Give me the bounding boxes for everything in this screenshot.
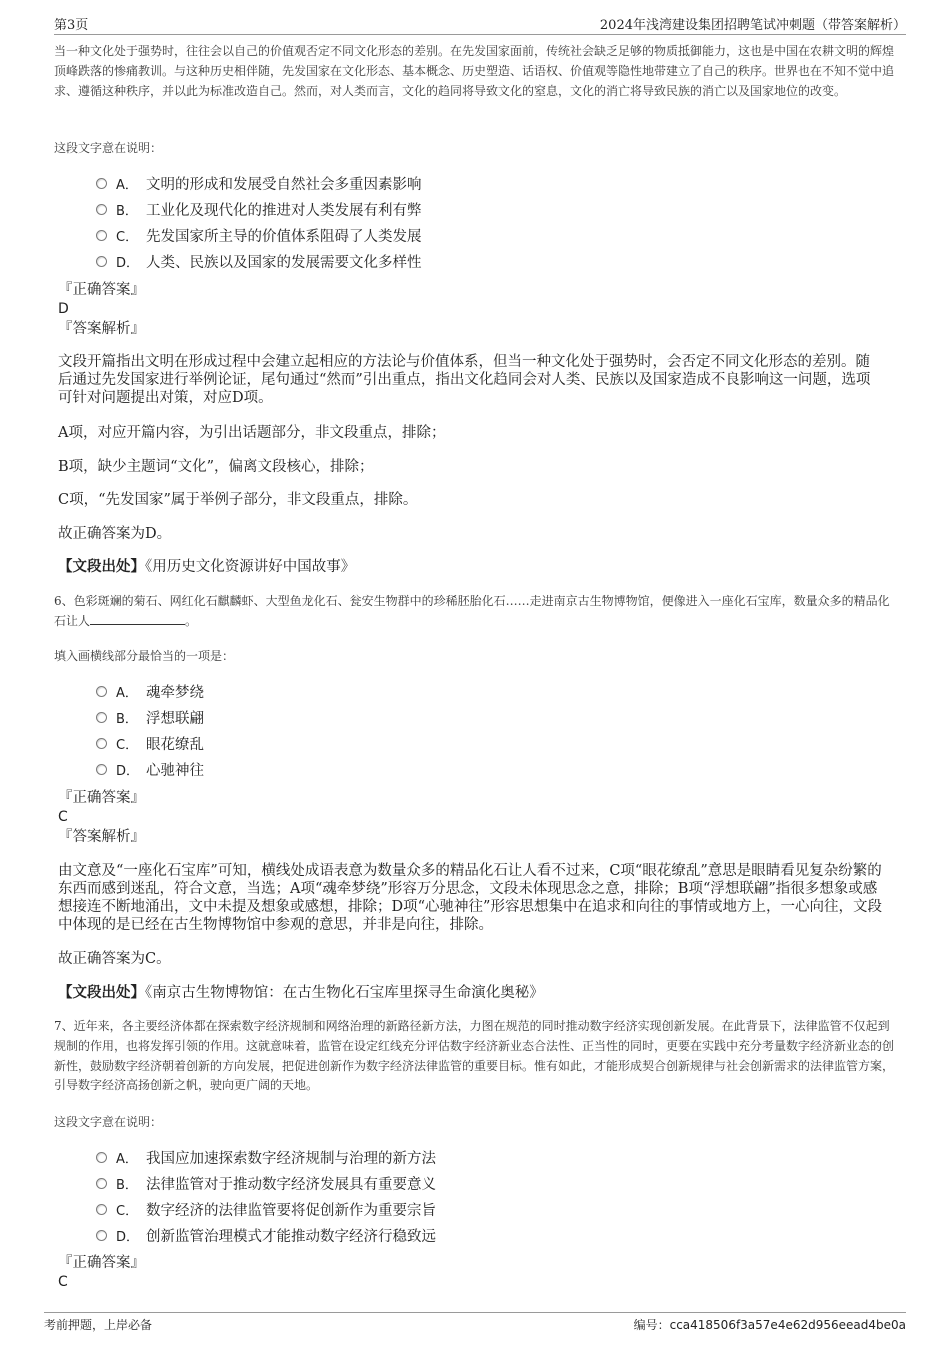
radio-icon[interactable]: [96, 230, 107, 241]
q5-passage: 当一种文化处于强势时，往往会以自己的价值观否定不同文化形态的差别。在先发国家面前，传统社会缺乏足够的物质抵御能力，这也是中国在农耕文明的辉煌顶峰跌落的惨痛教训。与这种历史相伴随，先发国家在文化形态、基本概念、历史塑造、话语权、价值观等隐性地带建立了自己的秩序。世界也在不知不觉中追求、遵循这种秩序，并以此为标准改造自己。然而，对人类而言，文化的趋同将导致文化的窒息，文化的消亡将导致民族的消亡以及国家地位的改变。: [54, 44, 895, 98]
radio-icon[interactable]: [96, 738, 107, 749]
option-text: 创新监管治理模式才能推动数字经济行稳致远: [146, 1228, 436, 1245]
source-label: 【文段出处】: [58, 984, 145, 1001]
q5-analysis-main: 文段开篇指出文明在形成过程中会建立起相应的方法论与价值体系，但当一种文化处于强势时，会否定不同文化形态的差别。随后通过先发国家进行举例论证，尾句通过“然而”引出重点，指出文化趋同会对人类、民族以及国家造成不良影响这一问题，选项可针对问题提出对策，对应D项。: [58, 354, 871, 406]
radio-icon[interactable]: [96, 204, 107, 215]
q7-option-b[interactable]: [96, 1171, 436, 1195]
document-title: 2024年浅湾建设集团招聘笔试冲刺题（带答案解析）: [599, 18, 906, 33]
q7-answer: C: [58, 1274, 68, 1290]
option-letter: C．: [116, 1203, 139, 1219]
option-letter: C．: [116, 737, 139, 753]
q6-option-a[interactable]: [96, 679, 204, 703]
source-label: 【文段出处】: [58, 558, 145, 575]
q5-analysis-a: A项，对应开篇内容，为引出话题部分，非文段重点，排除；: [58, 425, 446, 441]
q5-conclusion: 故正确答案为D。: [58, 526, 172, 542]
page-number: 第3页: [54, 18, 89, 33]
radio-icon[interactable]: [96, 178, 107, 189]
option-letter: A．: [116, 177, 138, 193]
option-letter: C．: [116, 229, 139, 245]
option-text: 文明的形成和发展受自然社会多重因素影响: [146, 176, 422, 193]
q5-option-d[interactable]: [96, 249, 422, 273]
option-letter: A．: [116, 685, 138, 701]
q6-stem-text: 6、色彩斑斓的菊石、网红化石麒麟虾、大型鱼龙化石、瓮安生物群中的珍稀胚胎化石……走进南京古生物博物馆，便像进入一座化石宝库，数量众多的精品化石让人: [54, 594, 890, 628]
q5-source: [58, 558, 884, 576]
q5-answer: D: [58, 301, 69, 317]
q5-option-c[interactable]: [96, 223, 422, 247]
q7-option-c[interactable]: [96, 1197, 436, 1221]
answer-blank: [90, 612, 185, 625]
q6-stem-end: 。: [185, 613, 198, 628]
q7-answer-label: 『正确答案』: [58, 1255, 145, 1271]
document-id: 编号：cca418506f3a57e4e62d956eead4be0a: [633, 1318, 906, 1332]
q6-stem: [54, 592, 896, 632]
option-text: 浮想联翩: [146, 710, 204, 727]
q6-prompt: 填入画横线部分最恰当的一项是：: [54, 649, 235, 663]
radio-icon[interactable]: [96, 1204, 107, 1215]
option-text: 法律监管对于推动数字经济发展具有重要意义: [146, 1176, 436, 1193]
option-letter: D．: [116, 763, 140, 779]
q5-answer-label: 『正确答案』: [58, 282, 145, 298]
q6-option-b[interactable]: [96, 705, 204, 729]
source-title: 《南京古生物博物馆：在古生物化石宝库里探寻生命演化奥秘》: [145, 985, 544, 1001]
q6-conclusion: 故正确答案为C。: [58, 951, 171, 967]
q5-prompt: 这段文字意在说明：: [54, 141, 163, 155]
q6-analysis-label: 『答案解析』: [58, 829, 145, 845]
q7-passage: 7、近年来，各主要经济体都在探索数字经济规制和网络治理的新路径新方法，力图在规范的同时推动数字经济实现创新发展。在此背景下，法律监管不仅起到规制的作用，也将发挥引领的作用。这就意味着，监管在设定红线充分评估数字经济新业态合法性、正当性的同时，更要在实践中充分考量数字经济新业态的创新性，鼓励数字经济朝着创新的方向发展，把促进创新作为数字经济法律监管的重要目标。惟有如此，才能形成契合创新规律与社会创新需求的法律监管方案，引导数字经济高扬创新之帆，驶向更广阔的天地。: [54, 1019, 895, 1093]
option-letter: D．: [116, 1229, 140, 1245]
q6-analysis-main: 由文意及“一座化石宝库”可知，横线处成语表意为数量众多的精品化石让人看不过来，C项“眼花缭乱”意思是眼睛看见复杂纷繁的东西而感到迷乱，符合文意，当选；A项“魂牵梦绕”形容万分思念，文段未体现思念之意，排除；B项“浮想联翩”指很多想象或感想接连不断地涌出，文中未提及想象或感想，排除；D项“心驰神往”形容思想集中在追求和向往的事情或地方上，一心向往，文段中体现的是已经在古生物博物馆中参观的意思，并非是向往，排除。: [58, 863, 882, 933]
q5-option-b[interactable]: [96, 197, 422, 221]
radio-icon[interactable]: [96, 1230, 107, 1241]
q5-analysis-c: C项，“先发国家”属于举例子部分，非文段重点，排除。: [58, 492, 418, 508]
option-text: 心驰神往: [146, 762, 204, 779]
source-title: 《用历史文化资源讲好中国故事》: [145, 559, 356, 575]
option-letter: B．: [116, 711, 138, 727]
q7-option-d[interactable]: [96, 1223, 436, 1247]
q7-option-a[interactable]: [96, 1145, 436, 1169]
option-letter: B．: [116, 1177, 138, 1193]
option-text: 魂牵梦绕: [146, 684, 204, 701]
radio-icon[interactable]: [96, 256, 107, 267]
q6-source: [58, 984, 884, 1002]
q5-option-a[interactable]: [96, 171, 422, 195]
q5-analysis-label: 『答案解析』: [58, 321, 145, 337]
q6-option-d[interactable]: [96, 757, 204, 781]
q7-prompt: 这段文字意在说明：: [54, 1115, 163, 1129]
option-letter: B．: [116, 203, 138, 219]
option-text: 先发国家所主导的价值体系阻碍了人类发展: [146, 228, 422, 245]
radio-icon[interactable]: [96, 712, 107, 723]
option-text: 数字经济的法律监管要将促创新作为重要宗旨: [146, 1202, 436, 1219]
option-letter: A．: [116, 1151, 138, 1167]
radio-icon[interactable]: [96, 1152, 107, 1163]
option-text: 工业化及现代化的推进对人类发展有利有弊: [146, 202, 422, 219]
option-text: 我国应加速探索数字经济规制与治理的新方法: [146, 1150, 436, 1167]
q6-answer-label: 『正确答案』: [58, 790, 145, 806]
option-text: 眼花缭乱: [146, 736, 204, 753]
q5-analysis-b: B项，缺少主题词“文化”，偏离文段核心，排除；: [58, 459, 374, 475]
radio-icon[interactable]: [96, 686, 107, 697]
footer-slogan: 考前押题，上岸必备: [44, 1318, 153, 1332]
radio-icon[interactable]: [96, 764, 107, 775]
radio-icon[interactable]: [96, 1178, 107, 1189]
page-footer: [44, 1312, 906, 1339]
option-letter: D．: [116, 255, 140, 271]
page-header: [54, 12, 906, 35]
option-text: 人类、民族以及国家的发展需要文化多样性: [146, 254, 422, 271]
q6-option-c[interactable]: [96, 731, 204, 755]
q6-answer: C: [58, 809, 68, 825]
